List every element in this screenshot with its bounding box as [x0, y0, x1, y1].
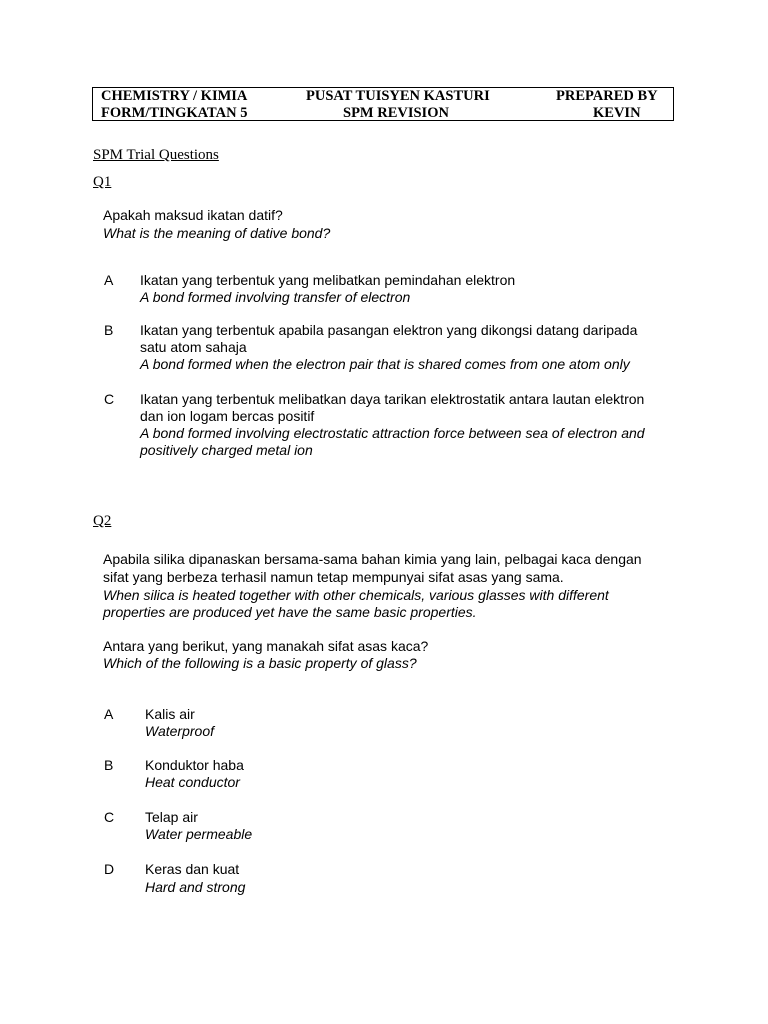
q2-option-c-en: Water permeable [145, 826, 253, 842]
q2-option-a-en: Waterproof [145, 723, 214, 739]
header-centre: PUSAT TUISYEN KASTURI [306, 88, 490, 104]
q2-option-c-ms: Telap air [145, 809, 198, 825]
q1-stem-ms: Apakah maksud ikatan datif? [103, 207, 283, 223]
q2-option-d-ms: Keras dan kuat [145, 861, 240, 877]
header-box [92, 87, 674, 121]
header-author: KEVIN [593, 105, 641, 121]
q1-option-letter: C [104, 391, 115, 407]
q2-option-letter: A [104, 706, 114, 722]
q1-option-c-en-line2: positively charged metal ion [140, 442, 313, 458]
q2-option-letter: D [104, 861, 115, 877]
q1-option-letter: A [104, 272, 114, 288]
q1-label: Q1 [93, 174, 112, 190]
q1-option-c-en-line1: A bond formed involving electrostatic attraction force between sea of electron and [140, 425, 645, 441]
header-subject: CHEMISTRY / KIMIA [101, 88, 248, 104]
q2-question-ms: Antara yang berikut, yang manakah sifat asas kaca? [103, 638, 429, 654]
q1-option-letter: B [104, 322, 114, 338]
header-revision: SPM REVISION [343, 105, 449, 121]
q2-option-letter: C [104, 809, 115, 825]
q2-question-en: Which of the following is a basic property of glass? [103, 655, 417, 671]
q2-option-b-en: Heat conductor [145, 774, 240, 790]
q2-stem-en-line1: When silica is heated together with other chemicals, various glasses with different [103, 587, 609, 603]
section-title: SPM Trial Questions [93, 147, 219, 163]
header-form: FORM/TINGKATAN 5 [101, 105, 248, 121]
q2-option-b-ms: Konduktor haba [145, 757, 244, 773]
q1-stem-en: What is the meaning of dative bond? [103, 225, 331, 241]
q1-option-b-ms-line2: satu atom sahaja [140, 339, 247, 355]
q1-option-a-en: A bond formed involving transfer of electron [140, 289, 411, 305]
q2-option-letter: B [104, 757, 114, 773]
q1-option-b-ms-line1: Ikatan yang terbentuk apabila pasangan elektron yang dikongsi datang daripada [140, 322, 638, 338]
q1-option-b-en: A bond formed when the electron pair that is shared comes from one atom only [140, 356, 630, 372]
q2-stem-en-line2: properties are produced yet have the same basic properties. [103, 604, 477, 620]
q2-stem-ms-line2: sifat yang berbeza terhasil namun tetap mempunyai sifat asas yang sama. [103, 569, 564, 585]
header-prepared-by: PREPARED BY [556, 88, 658, 104]
q1-option-a-ms: Ikatan yang terbentuk yang melibatkan pemindahan elektron [140, 272, 516, 288]
q1-option-c-ms-line1: Ikatan yang terbentuk melibatkan daya tarikan elektrostatik antara lautan elektron [140, 391, 645, 407]
q2-option-d-en: Hard and strong [145, 879, 246, 895]
q2-option-a-ms: Kalis air [145, 706, 195, 722]
q2-stem-ms-line1: Apabila silika dipanaskan bersama-sama bahan kimia yang lain, pelbagai kaca dengan [103, 551, 642, 567]
q2-label: Q2 [93, 513, 112, 529]
q1-option-c-ms-line2: dan ion logam bercas positif [140, 408, 315, 424]
